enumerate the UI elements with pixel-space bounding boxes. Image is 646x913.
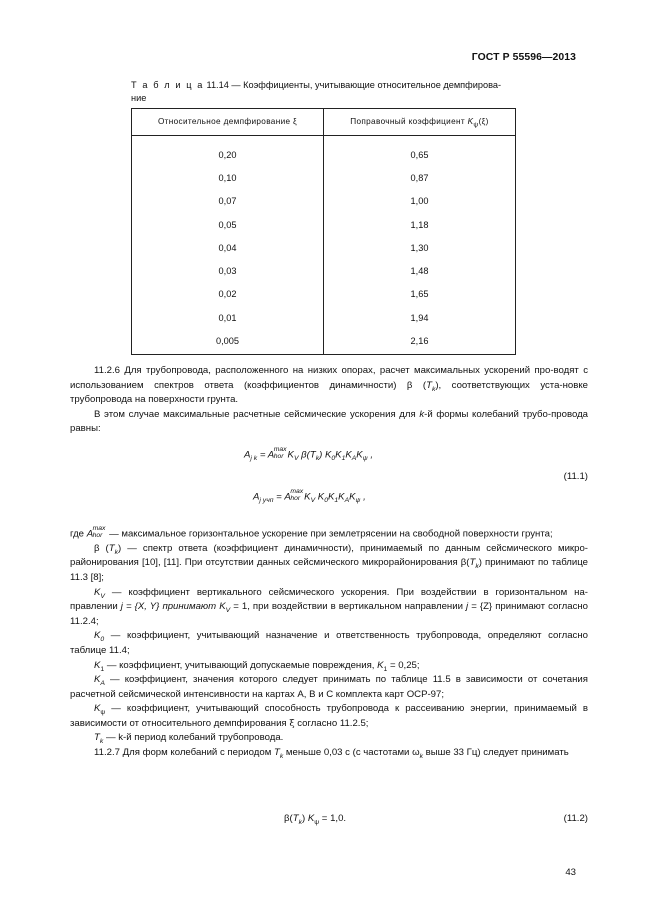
table-spacer-row [132,136,516,145]
col-header-coefficient-arg: (ξ) [478,116,489,126]
coefficient-cell: 0,65 [324,144,516,167]
table-row [132,214,516,237]
formula-11-1 [70,448,588,518]
p2-text-b: -й формы колебаний трубо-провода равны: [70,408,588,435]
coefficient-cell: 1,94 [324,307,516,330]
coefficient-cell: 0,87 [324,167,516,190]
def-tk: $T_k$ — k-й период колебаний трубопровода. [94,732,284,746]
table-caption-text: 11.14 — Коэффициенты, учитывающие относительное демпфирова-ние [131,80,502,103]
def-beta: β $(T_k)$ — спектр ответа (коэффициент динамичности), принимаемый по данным сейсмического микро-районирования [10], [11]. При отсутствии данных сейсмического микрорайонирования $\beta(T_k)$ принимают по таблице 11.3 [8]; [70,542,588,584]
damping-cell: 0,03 [132,260,324,283]
table-row [132,330,516,354]
damping-cell: 0,05 [132,214,324,237]
table-row [132,191,516,214]
paragraph-11-2-7: 11.2.7 Для форм колебаний с периодом $T_k$ меньше 0,03 с (с частотами $\omega_k$ выше 33 Гц) следует принимать [94,747,569,760]
p1-period-symbol: T [426,379,432,391]
damping-cell: 0,02 [132,284,324,307]
col-header-damping: Относительное демпфирование ξ [132,109,324,136]
p1-text-a: 11.2.6 Для трубопровода, расположенного на низких опорах, расчет максимальных ускорений про-водят с использованием спектров ответа (коэффициентов динамичности) β ( [70,365,588,391]
equation-number-11-2: (11.2) [563,813,588,824]
table-row [132,307,516,330]
table-caption [131,79,516,104]
def-amax: где A max hor — максимальное горизонтальное ускорение при землетрясении на свободной поверхности грунта; [70,525,553,540]
formula-11-2-expr: $\beta(T_k) K_\psi = 1,0$. [284,813,347,826]
definitions [70,527,588,761]
formula-line-2: $A_{j учп} = A$ max hor $K_V$ $K_0K_1K_AK_\psi$ , [253,488,366,505]
equation-number-11-1: (11.1) [563,471,588,482]
formula-line-1: $A_{j k} = A$ max hor $K_V$ $\beta(T_k)$ $K_0K_1K_AK_\psi$ , [244,446,373,463]
coefficient-cell: 1,18 [324,214,516,237]
formula-11-2 [70,812,588,832]
def-kv: $K_V$ — коэффициент вертикального сейсмического ускорения. При воздействии в горизонтальном на-правлении j = {X, Y} принимают $K_V = 1$, при воздействии в вертикальном направлении j = {Z} принимают согласно 11.2.4; [70,586,588,627]
damping-coefficient-table [131,108,516,355]
p2-text-a: В этом случае максимальные расчетные сейсмические ускорения для [94,408,420,420]
standard-designation: ГОСТ Р 55596—2013 [471,52,576,63]
coefficient-cell: 1,65 [324,284,516,307]
table-row [132,260,516,283]
table-row [132,237,516,260]
damping-cell: 0,20 [132,144,324,167]
coefficient-cell: 1,48 [324,260,516,283]
p1-period-sub: k [431,385,436,393]
p2-mode-k: k [419,408,425,420]
damping-cell: 0,01 [132,307,324,330]
col-header-coefficient-sub: ψ [473,121,479,129]
col-header-coefficient-symbol: K [467,116,474,126]
table-row [132,167,516,190]
col-header-coefficient [324,109,516,136]
coefficient-cell: 1,30 [324,237,516,260]
col-header-coefficient-text: Поправочный коэффициент [350,116,468,126]
table-row [132,284,516,307]
damping-cell: 0,07 [132,191,324,214]
table-row [132,144,516,167]
coefficient-cell: 2,16 [324,330,516,354]
def-k0: $K_0$ — коэффициент, учитывающий назначение и ответственность трубопровода, определяют согласно таблице 11.4; [70,630,588,656]
damping-cell: 0,10 [132,167,324,190]
damping-cell: 0,04 [132,237,324,260]
table-caption-prefix: Т а б л и ц а [131,80,204,90]
paragraph-11-2-6 [70,364,588,437]
def-ka: $K_A$ — коэффициент, значения которого следует принимать по таблице 11.5 в зависимости от сочетания расчетной сейсмической интенсивности на картах А, В и С комплекта карт ОСР-97; [70,674,588,700]
page-number: 43 [565,867,576,878]
table-header-row [132,109,516,136]
p1-text-b: ), соответствующих уста-новке трубопровода на поверхности грунта. [70,379,588,406]
damping-cell: 0,005 [132,330,324,354]
def-kpsi: $K_\psi$ — коэффициент, учитывающий способность трубопровода к рассеиванию энергии, принимаемый в зависимости от относительного демпфирования ξ согласно 11.2.5; [70,703,588,729]
def-k1: $K_1$ — коэффициент, учитывающий допускаемые повреждения, $K_1 = 0,25$; [94,659,420,673]
coefficient-cell: 1,00 [324,191,516,214]
